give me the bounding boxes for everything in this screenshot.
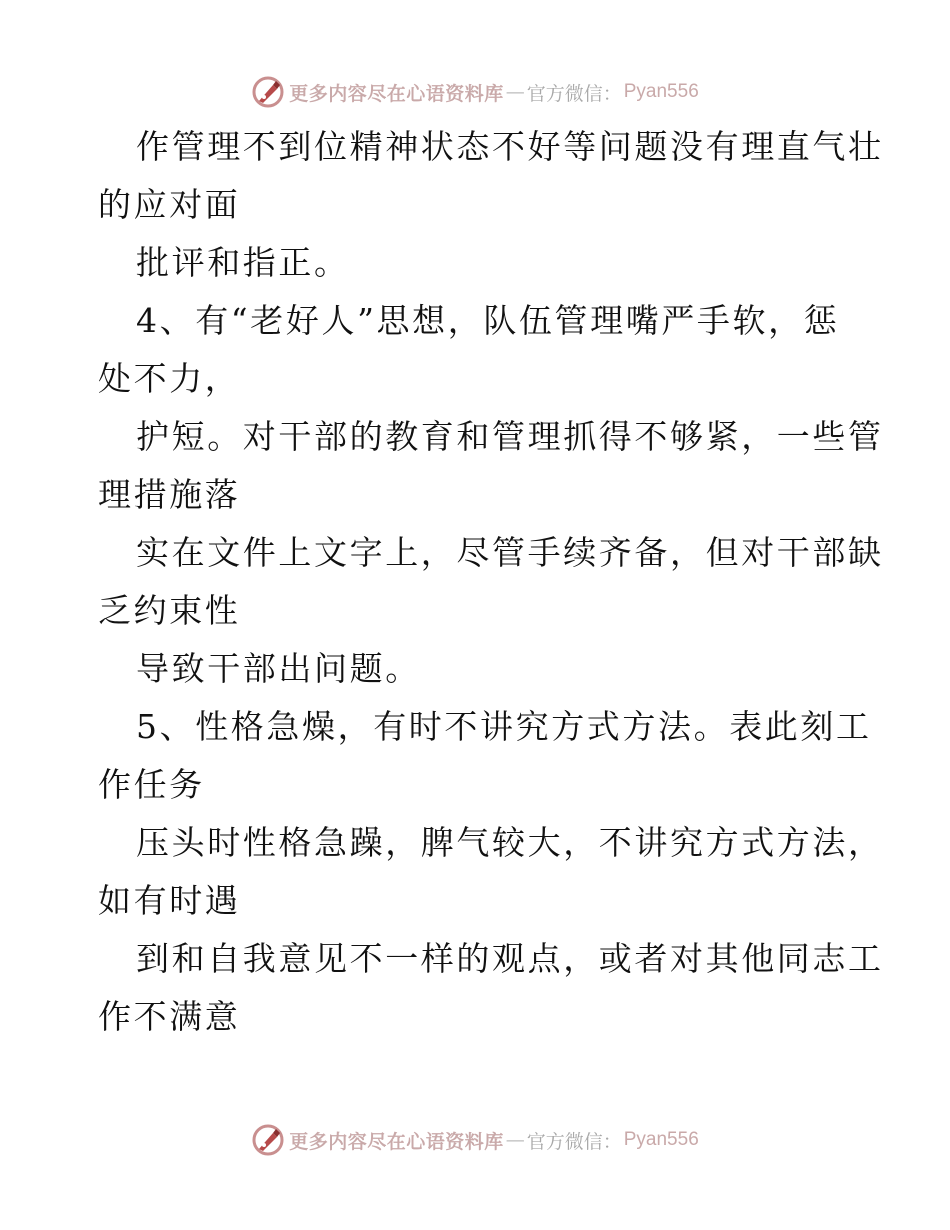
document-body: [98, 118, 884, 1046]
text-line: 护短。对干部的教育和管理抓得不够紧，一些管: [136, 417, 884, 456]
pen-nib-circle-icon: [251, 75, 285, 109]
header-site-text: 更多内容尽在心语资料库: [289, 82, 504, 105]
header-wechat-label: 官方微信：: [526, 82, 622, 105]
text-line: 乏约束性: [98, 591, 241, 630]
footer-watermark-banner: [0, 1120, 950, 1160]
footer-wechat-label: 官方微信：: [526, 1130, 622, 1153]
text-line: 作不满意: [98, 997, 241, 1036]
header-dash: —: [505, 81, 525, 103]
text-line: 理措施落: [98, 475, 241, 514]
text-line: 处不力，: [98, 359, 241, 398]
text-line: 如有时遇: [98, 881, 241, 920]
header-watermark-banner: [0, 72, 950, 112]
text-line: 4、有“老好人”思想，队伍管理嘴严手软，惩: [136, 301, 840, 340]
text-line: 导致干部出问题。: [136, 649, 421, 688]
text-line: 批评和指正。: [136, 243, 350, 282]
text-line: 作管理不到位精神状态不好等问题没有理直气壮: [136, 127, 884, 166]
text-line: 作任务: [98, 765, 205, 804]
pen-nib-circle-icon: [251, 1123, 285, 1157]
text-line: 5、性格急燥，有时不讲究方式方法。表此刻工: [136, 707, 872, 746]
text-line: 实在文件上文字上，尽管手续齐备，但对干部缺: [136, 533, 884, 572]
footer-wechat-id: Pyan556: [623, 1129, 699, 1150]
text-line: 的应对面: [98, 185, 241, 224]
text-line: 压头时性格急躁，脾气较大，不讲究方式方法，: [136, 823, 884, 862]
header-wechat-id: Pyan556: [623, 81, 699, 102]
footer-site-text: 更多内容尽在心语资料库: [289, 1130, 504, 1153]
text-line: 到和自我意见不一样的观点，或者对其他同志工: [136, 939, 884, 978]
footer-dash: —: [505, 1129, 525, 1151]
